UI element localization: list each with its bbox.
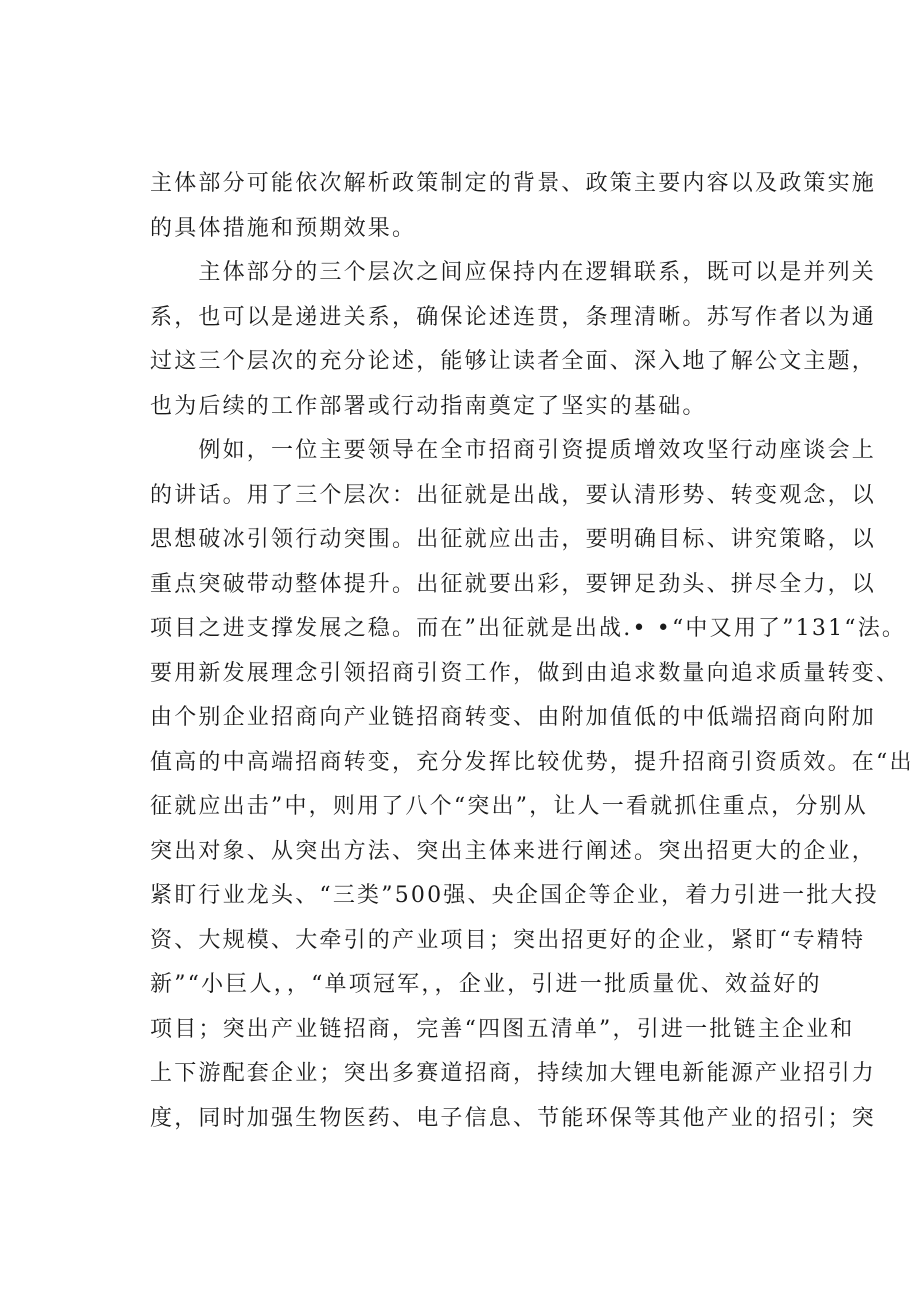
text-line: 紧盯行业龙头、“三类”500强、央企国企等企业，着力引进一批大投 [150, 883, 879, 908]
text-line: 新”“小巨人，，“单项冠军，，企业，引进一批质量优、效益好的 [150, 972, 822, 997]
text-line: 上下游配套企业；突出多赛道招商，持续加大锂电新能源产业招引力 [150, 1061, 877, 1086]
text-line: 项目；突出产业链招商，完善“四图五清单”，引进一批链主企业和 [150, 1016, 855, 1042]
text-line: 由个别企业招商向产业链招商转变、由附加值低的中低端招商向附加 [150, 705, 877, 730]
document-body [150, 162, 914, 1141]
text-line: 例如，一位主要领导在全市招商引资提质增效攻坚行动座谈会上 [150, 438, 877, 463]
text-line: 资、大规模、大牵引的产业项目；突出招更好的企业，紧盯“专精特 [150, 927, 866, 953]
text-line: 的讲话。用了三个层次：出征就是出战，要认清形势、转变观念，以 [150, 482, 877, 508]
paragraph-1 [150, 162, 877, 251]
text-line: 突出对象、从突出方法、突出主体来进行阐述。突出招更大的企业， [150, 838, 877, 864]
text-line: 值高的中高端招商转变，充分发挥比较优势，提升招商引资质效。在“出 [150, 749, 914, 775]
text-line: 主体部分可能依次解析政策制定的背景、政策主要内容以及政策实施 [150, 171, 877, 196]
text-line: 主体部分的三个层次之间应保持内在逻辑联系，既可以是并列关 [150, 260, 877, 285]
text-line: 重点突破带动整体提升。出征就要出彩，要钾足劲头、拼尽全力，以 [150, 571, 877, 597]
text-line: 系，也可以是递进关系，确保论述连贯，条理清晰。苏写作者以为通 [150, 304, 877, 330]
text-line: 思想破冰引领行动突围。出征就应出击，要明确目标、讲究策略，以 [150, 527, 877, 552]
paragraph-3 [150, 429, 914, 1141]
text-line: 度，同时加强生物医药、电子信息、节能环保等其他产业的招引；突 [150, 1105, 877, 1131]
text-line: 的具体措施和预期效果。 [150, 215, 417, 241]
text-line: 项目之进支撑发展之稳。而在”出征就是出战.• •“中又用了”131“法。 [150, 616, 907, 641]
text-line: 也为后续的工作部署或行动指南奠定了坚实的基础。 [150, 393, 707, 419]
paragraph-2 [150, 251, 877, 429]
text-line: 要用新发展理念引领招商引资工作，做到由追求数量向追求质量转变、 [150, 660, 901, 686]
text-line: 征就应出击”中，则用了八个“突出”，让人一看就抓住重点，分别从 [150, 794, 868, 819]
text-line: 过这三个层次的充分论述，能够让读者全面、深入地了解公文主题， [150, 349, 877, 374]
